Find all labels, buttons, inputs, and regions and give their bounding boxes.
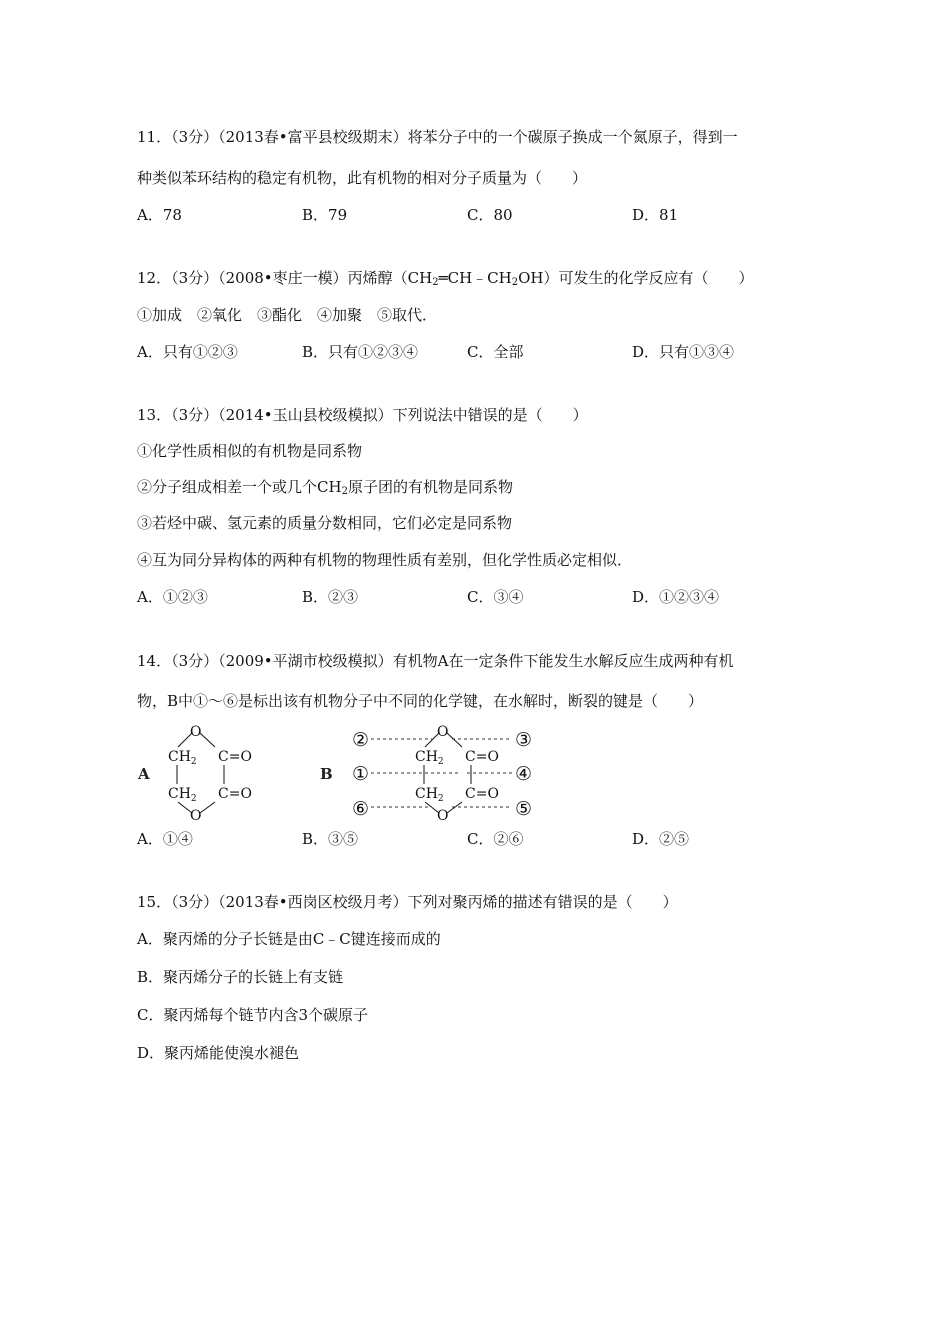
q11-stem-line2: 种类似苯环结构的稳定有机物，此有机物的相对分子质量为（ ） (137, 169, 588, 187)
bond-line (200, 733, 215, 747)
q12-stem-suffix: OH）可发生的化学反应有（ ） (518, 269, 754, 287)
structure-a (137, 724, 252, 824)
bond-label-1: ① (352, 763, 370, 785)
carbonyl-bottom: C=O (465, 786, 499, 802)
q15-option-b: B．聚丙烯分子的长链上有支链 (137, 968, 344, 986)
ch2-bottom: $CH_2$ (168, 786, 197, 804)
carbonyl-top: C=O (218, 749, 252, 765)
q11-option-b: B．79 (302, 206, 348, 224)
bond-line (447, 733, 462, 747)
structure-a-label: A (138, 765, 150, 783)
bond-number-labels (352, 729, 532, 820)
q12-reaction-list: ①加成 ②氧化 ③酯化 ④加聚 ⑤取代． (137, 306, 438, 324)
q13-stem: 13．（3分）（2014•玉山县校级模拟）下列说法中错误的是（ ） (137, 406, 588, 424)
q13-statement-2-prefix: ②分子组成相差一个或几个CH (137, 478, 342, 496)
bond-label-3: ③ (515, 729, 533, 751)
q11-option-a: A．78 (137, 206, 182, 224)
carbonyl-top: C=O (465, 749, 499, 765)
bond-line (425, 733, 439, 747)
q15-option-a: A．聚丙烯的分子长链是由C﹣C键连接而成的 (137, 930, 441, 948)
q11-option-c: C．80 (467, 206, 513, 224)
q12-stem-mid: ═CH﹣CH (438, 269, 512, 287)
q15-option-d: D．聚丙烯能使溴水褪色 (137, 1044, 300, 1062)
q13-option-c: C．③④ (467, 588, 524, 606)
q14-option-a: A．①④ (137, 830, 193, 848)
structure-b (320, 724, 532, 824)
bond-line (178, 733, 192, 747)
ring-oxygen-top: O (437, 724, 449, 740)
q13-statement-4: ④互为同分异构体的两种有机物的物理性质有差别，但化学性质必定相似． (137, 551, 633, 569)
ring-oxygen-bottom: O (437, 808, 449, 824)
q14-stem-line2: 物，B中①～⑥是标出该有机物分子中不同的化学键，在水解时，断裂的键是（ ） (137, 692, 704, 710)
q12-option-d: D．只有①③④ (632, 343, 735, 361)
q12-option-a: A．只有①②③ (137, 343, 238, 361)
q13-statement-3: ③若烃中碳、氢元素的质量分数相同，它们必定是同系物 (137, 514, 513, 532)
q12-subscript: 2 (432, 277, 439, 288)
q13-option-b: B．②③ (302, 588, 359, 606)
q14-option-d: D．②⑤ (632, 830, 690, 848)
q13-subscript: 2 (341, 486, 348, 497)
bond-line (200, 802, 215, 813)
q14-option-b: B．③⑤ (302, 830, 359, 848)
q15-option-c: C．聚丙烯每个链节内含3个碳原子 (137, 1006, 369, 1024)
q12-subscript: 2 (511, 277, 519, 288)
q14-structure-figure (130, 720, 560, 828)
q15-stem: 15．（3分）（2013春•西岗区校级月考）下列对聚丙烯的描述有错误的是（ ） (137, 893, 678, 911)
structure-b-label: B (320, 765, 333, 783)
q12-option-b: B．只有①②③④ (302, 343, 419, 361)
q13-statement-1: ①化学性质相似的有机物是同系物 (137, 442, 363, 460)
q11-option-d: D．81 (632, 206, 679, 224)
bond-label-6: ⑥ (352, 798, 370, 820)
ring-oxygen-bottom: O (190, 808, 202, 824)
bond-label-5: ⑤ (515, 798, 533, 820)
ch2-bottom: $CH_2$ (415, 786, 444, 804)
carbonyl-bottom: C=O (218, 786, 252, 802)
q13-statement-2-suffix: 原子团的有机物是同系物 (347, 478, 513, 496)
q13-statement-2 (137, 477, 513, 502)
q12-stem-prefix: 12．（3分）（2008•枣庄一模）丙烯醇（CH (137, 269, 433, 287)
q13-option-a: A．①②③ (137, 588, 208, 606)
ch2-top: $CH_2$ (415, 749, 444, 767)
q14-option-c: C．②⑥ (467, 830, 524, 848)
q14-stem-line1: 14．（3分）（2009•平湖市校级模拟）有机物A在一定条件下能发生水解反应生成两种有机 (137, 652, 734, 670)
bond-label-2: ② (352, 729, 370, 751)
q11-stem-line1: 11．（3分）（2013春•富平县校级期末）将苯分子中的一个碳原子换成一个氮原子，得到一 (137, 128, 738, 146)
bond-label-4: ④ (515, 763, 533, 785)
ring-oxygen-top: O (190, 724, 202, 740)
ch2-top: $CH_2$ (168, 749, 197, 767)
q13-option-d: D．①②③④ (632, 588, 720, 606)
q12-stem (137, 268, 754, 293)
q12-option-c: C．全部 (467, 343, 524, 361)
